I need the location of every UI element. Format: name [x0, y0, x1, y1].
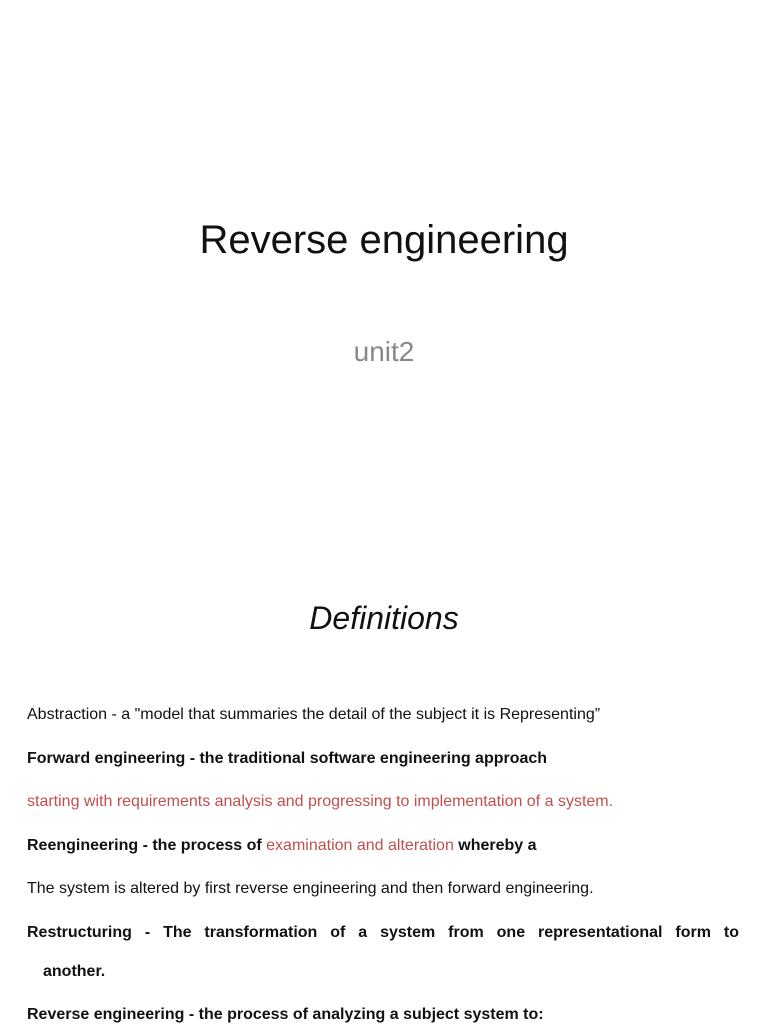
reengineering-suffix: whereby a [453, 837, 537, 854]
slide-title: Reverse engineering [199, 218, 569, 262]
reengineering-highlight: examination and alteration [266, 837, 454, 854]
abstraction-definition: Abstraction - a "model that summaries the detail of the subject it is Representing” [27, 706, 601, 723]
reverse-engineering-definition: Reverse engineering - the process of analyzing a subject system to: [27, 1006, 544, 1023]
forward-engineering-continuation: starting with requirements analysis and progressing to implementation of a system. [27, 793, 614, 810]
definitions-slide [0, 576, 768, 1024]
restructuring-definition: Restructuring - The transformation of a system from one representational form to [27, 924, 739, 941]
reengineering-continuation: The system is altered by first reverse engineering and then forward engineering. [27, 880, 594, 897]
reengineering-prefix: Reengineering - the process of [27, 837, 267, 854]
restructuring-continuation: another. [43, 963, 106, 980]
definitions-heading: Definitions [309, 600, 459, 636]
reengineering-definition [27, 835, 739, 857]
forward-engineering-definition: Forward engineering - the traditional software engineering approach [27, 750, 548, 767]
slide-subtitle: unit2 [353, 336, 415, 367]
